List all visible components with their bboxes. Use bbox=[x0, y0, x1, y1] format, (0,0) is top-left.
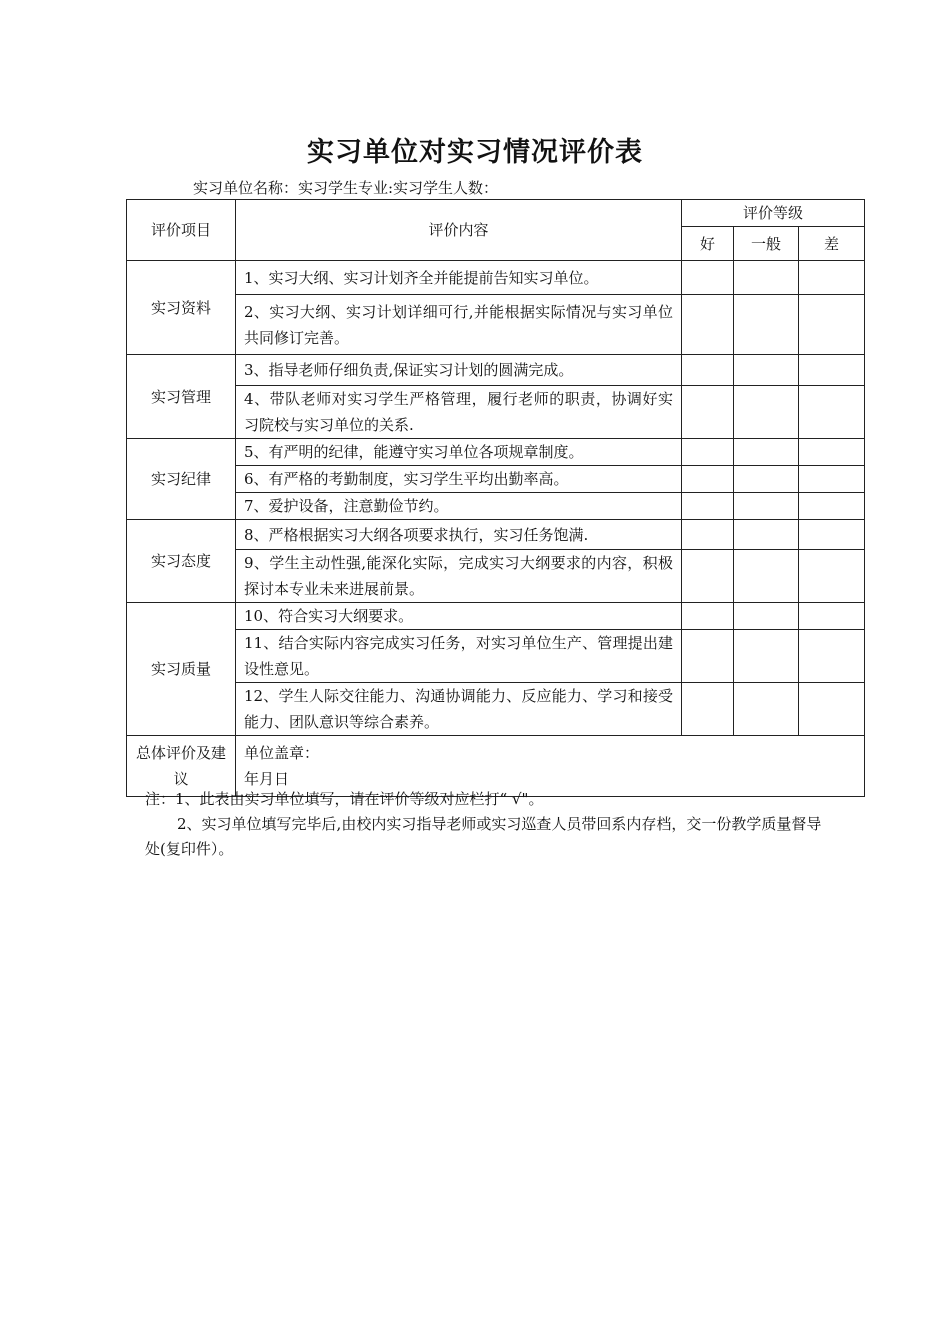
evaluation-table bbox=[126, 199, 865, 797]
criterion-1: 1、实习大纲、实习计划齐全并能提前告知实习单位。 bbox=[236, 261, 682, 295]
cell-average-8[interactable] bbox=[734, 520, 799, 550]
cell-average-6[interactable] bbox=[734, 466, 799, 493]
header-item: 评价项目 bbox=[127, 200, 236, 261]
cell-good-10[interactable] bbox=[682, 603, 734, 630]
notes bbox=[145, 787, 825, 862]
header-content: 评价内容 bbox=[236, 200, 682, 261]
cell-average-12[interactable] bbox=[734, 683, 799, 736]
cell-average-2[interactable] bbox=[734, 295, 799, 355]
cell-good-12[interactable] bbox=[682, 683, 734, 736]
category-materials: 实习资料 bbox=[127, 261, 236, 355]
date-label: 年月日 bbox=[244, 770, 290, 788]
cell-good-2[interactable] bbox=[682, 295, 734, 355]
cell-good-6[interactable] bbox=[682, 466, 734, 493]
criterion-2: 2、实习大纲、实习计划详细可行,并能根据实际情况与实习单位共同修订完善。 bbox=[236, 295, 682, 355]
cell-poor-7[interactable] bbox=[799, 493, 865, 520]
cell-good-4[interactable] bbox=[682, 386, 734, 439]
criterion-11: 11、结合实际内容完成实习任务，对实习单位生产、管理提出建设性意见。 bbox=[236, 630, 682, 683]
criterion-4: 4、带队老师对实习学生严格管理，履行老师的职责，协调好实习院校与实习单位的关系. bbox=[236, 386, 682, 439]
cell-poor-1[interactable] bbox=[799, 261, 865, 295]
overall-evaluation-label: 总体评价及建议 bbox=[127, 736, 236, 797]
criterion-8: 8、严格根据实习大纲各项要求执行，实习任务饱满. bbox=[236, 520, 682, 550]
criterion-9: 9、学生主动性强,能深化实际，完成实习大纲要求的内容，积极探讨本专业未来进展前景。 bbox=[236, 550, 682, 603]
cell-average-4[interactable] bbox=[734, 386, 799, 439]
cell-good-8[interactable] bbox=[682, 520, 734, 550]
category-quality: 实习质量 bbox=[127, 603, 236, 736]
page-title: 实习单位对实习情况评价表 bbox=[307, 137, 643, 168]
cell-average-7[interactable] bbox=[734, 493, 799, 520]
criterion-5: 5、有严明的纪律，能遵守实习单位各项规章制度。 bbox=[236, 439, 682, 466]
grade-poor: 差 bbox=[799, 227, 865, 261]
header-grade: 评价等级 bbox=[682, 200, 865, 227]
criterion-7: 7、爱护设备，注意勤俭节约。 bbox=[236, 493, 682, 520]
criterion-12: 12、学生人际交往能力、沟通协调能力、反应能力、学习和接受能力、团队意识等综合素养。 bbox=[236, 683, 682, 736]
category-attitude: 实习态度 bbox=[127, 520, 236, 603]
category-discipline: 实习纪律 bbox=[127, 439, 236, 520]
cell-poor-8[interactable] bbox=[799, 520, 865, 550]
cell-average-9[interactable] bbox=[734, 550, 799, 603]
cell-poor-9[interactable] bbox=[799, 550, 865, 603]
criterion-6: 6、有严格的考勤制度，实习学生平均出勤率高。 bbox=[236, 466, 682, 493]
cell-poor-10[interactable] bbox=[799, 603, 865, 630]
cell-good-11[interactable] bbox=[682, 630, 734, 683]
cell-good-1[interactable] bbox=[682, 261, 734, 295]
cell-good-9[interactable] bbox=[682, 550, 734, 603]
category-management: 实习管理 bbox=[127, 355, 236, 439]
note-1: 注：1、此表由实习单位填写，请在评价等级对应栏打“ √"。 bbox=[145, 790, 544, 808]
cell-average-3[interactable] bbox=[734, 355, 799, 386]
cell-average-11[interactable] bbox=[734, 630, 799, 683]
cell-poor-3[interactable] bbox=[799, 355, 865, 386]
cell-poor-6[interactable] bbox=[799, 466, 865, 493]
cell-poor-2[interactable] bbox=[799, 295, 865, 355]
cell-poor-11[interactable] bbox=[799, 630, 865, 683]
cell-average-5[interactable] bbox=[734, 439, 799, 466]
cell-poor-12[interactable] bbox=[799, 683, 865, 736]
grade-good: 好 bbox=[682, 227, 734, 261]
cell-good-5[interactable] bbox=[682, 439, 734, 466]
cell-average-10[interactable] bbox=[734, 603, 799, 630]
cell-poor-4[interactable] bbox=[799, 386, 865, 439]
criterion-10: 10、符合实习大纲要求。 bbox=[236, 603, 682, 630]
cell-good-7[interactable] bbox=[682, 493, 734, 520]
unit-info-line: 实习单位名称：实习学生专业:实习学生人数： bbox=[193, 179, 499, 197]
cell-poor-5[interactable] bbox=[799, 439, 865, 466]
note-2: 2、实习单位填写完毕后,由校内实习指导老师或实习巡查人员带回系内存档，交一份教学质量督导处(复印件）。 bbox=[145, 815, 822, 858]
cell-good-3[interactable] bbox=[682, 355, 734, 386]
stamp-label: 单位盖章： bbox=[244, 744, 320, 762]
grade-average: 一般 bbox=[734, 227, 799, 261]
criterion-3: 3、指导老师仔细负责,保证实习计划的圆满完成。 bbox=[236, 355, 682, 386]
cell-average-1[interactable] bbox=[734, 261, 799, 295]
